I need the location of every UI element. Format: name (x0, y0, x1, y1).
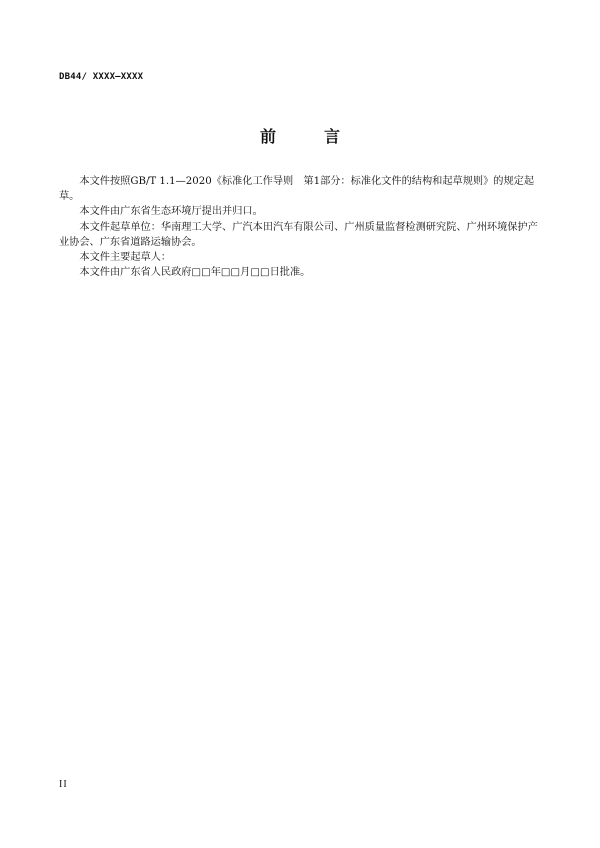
paragraph-drafting-basis: 本文件按照GB/T 1.1—2020《标准化工作导则 第1部分：标准化文件的结构和起草规则》的规定起草。 (59, 176, 535, 203)
page-title: 前 言 (259, 127, 356, 146)
standard-code-header: DB44/ XXXX—XXXX (59, 72, 144, 82)
preface-body (59, 174, 543, 280)
page-number: II (59, 779, 68, 790)
paragraph-approval: 本文件由广东省人民政府□□年□□月□□日批准。 (79, 267, 311, 279)
paragraph-main-drafters: 本文件主要起草人： (79, 252, 172, 264)
paragraph-proposer: 本文件由广东省生态环境厅提出并归口。 (79, 206, 263, 218)
paragraph-drafting-units: 本文件起草单位：华南理工大学、广汽本田汽车有限公司、广州质量监督检测研究院、广州环境保护产业协会、广东省道路运输协会。 (59, 221, 538, 248)
